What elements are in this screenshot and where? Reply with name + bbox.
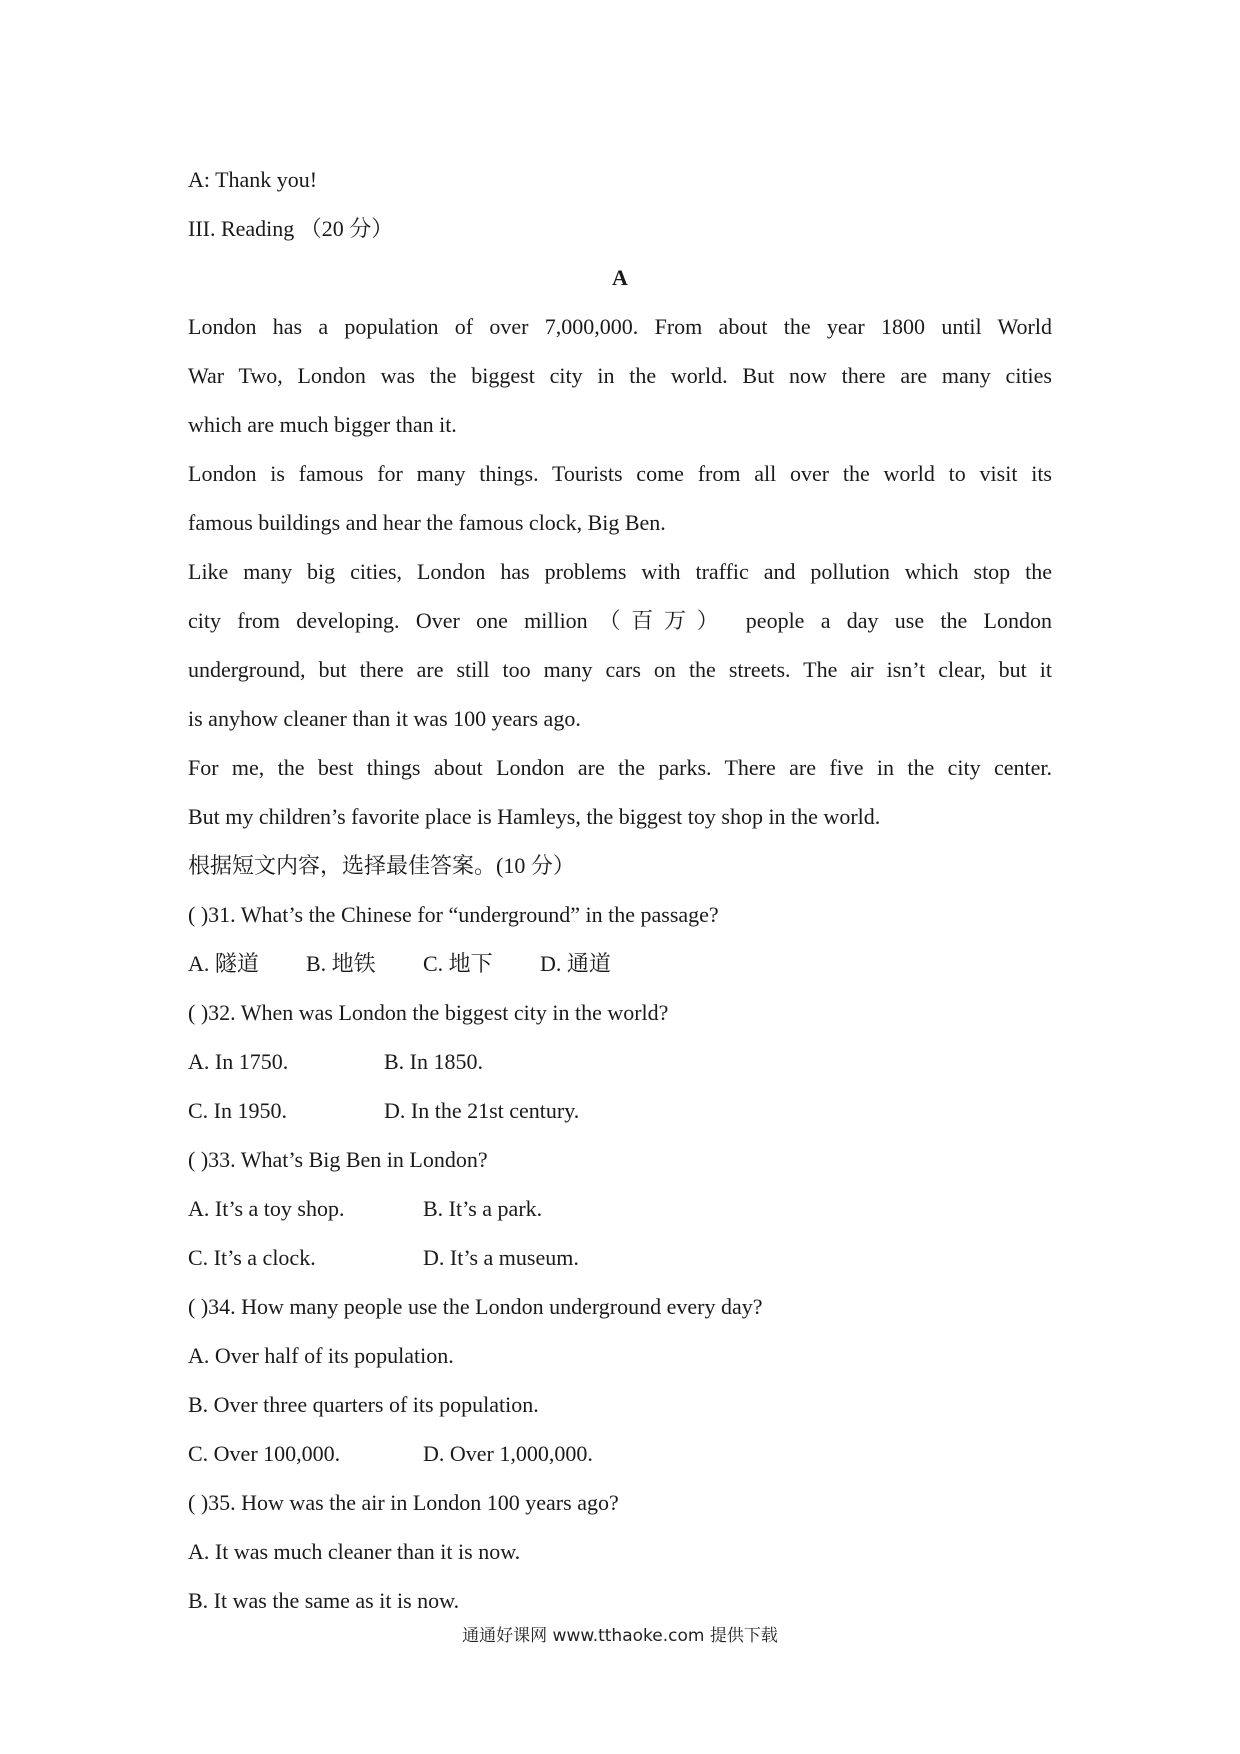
passage-line: Like many big cities, London has problems with traffic and pollution which stop the xyxy=(188,559,1052,584)
option-c: C. Over 100,000. xyxy=(188,1441,341,1466)
question-31-options xyxy=(188,939,1052,988)
option-a: A. 隧道 xyxy=(188,951,259,976)
option-c: C. It’s a clock. xyxy=(188,1245,316,1270)
option-d: D. 通道 xyxy=(540,951,611,976)
section-title: III. Reading （20 分） xyxy=(188,216,394,241)
question-32-options-row1 xyxy=(188,1037,1052,1086)
option-d: D. Over 1,000,000. xyxy=(423,1441,593,1466)
dialogue-end-line: A: Thank you! xyxy=(188,167,318,192)
question-33-stem: ( )33. What’s Big Ben in London? xyxy=(188,1147,488,1172)
option-d: D. In the 21st century. xyxy=(384,1098,580,1123)
question-34-stem: ( )34. How many people use the London underground every day? xyxy=(188,1294,763,1319)
question-31-stem: ( )31. What’s the Chinese for “underground” in the passage? xyxy=(188,902,719,927)
option-a: A. It’s a toy shop. xyxy=(188,1196,345,1221)
passage-label: A xyxy=(612,265,628,290)
question-34-options-row3 xyxy=(188,1429,1052,1478)
question-32-options-row2 xyxy=(188,1086,1052,1135)
content-column xyxy=(188,155,1052,1625)
passage-line: which are much bigger than it. xyxy=(188,412,457,437)
question-32-stem: ( )32. When was London the biggest city in the world? xyxy=(188,1000,669,1025)
passage-line: is anyhow cleaner than it was 100 years ago. xyxy=(188,706,581,731)
passage-line: London is famous for many things. Tourists come from all over the world to visit its xyxy=(188,461,1052,486)
question-33-options-row2 xyxy=(188,1233,1052,1282)
question-35-stem: ( )35. How was the air in London 100 years ago? xyxy=(188,1490,619,1515)
option-a: A. In 1750. xyxy=(188,1049,289,1074)
option-a: A. Over half of its population. xyxy=(188,1343,454,1368)
passage-line: city from developing. Over one million（百万） people a day use the London xyxy=(188,608,1052,633)
option-d: D. It’s a museum. xyxy=(423,1245,579,1270)
option-b: B. Over three quarters of its population. xyxy=(188,1392,539,1417)
passage-line: underground, but there are still too many cars on the streets. The air isn’t clear, but it xyxy=(188,657,1052,682)
passage-line: For me, the best things about London are the parks. There are five in the city center. xyxy=(188,755,1052,780)
passage-line: famous buildings and hear the famous clock, Big Ben. xyxy=(188,510,666,535)
option-b: B. 地铁 xyxy=(306,951,376,976)
option-b: B. It’s a park. xyxy=(423,1196,543,1221)
option-b: B. In 1850. xyxy=(384,1049,483,1074)
option-c: C. 地下 xyxy=(423,951,493,976)
passage-line: London has a population of over 7,000,000. From about the year 1800 until World xyxy=(188,314,1052,339)
passage-line: War Two, London was the biggest city in the world. But now there are many cities xyxy=(188,363,1052,388)
option-b: B. It was the same as it is now. xyxy=(188,1588,460,1613)
option-a: A. It was much cleaner than it is now. xyxy=(188,1539,521,1564)
question-33-options-row1 xyxy=(188,1184,1052,1233)
passage-line: But my children’s favorite place is Hamleys, the biggest toy shop in the world. xyxy=(188,804,881,829)
page-footer: 通通好课网 www.tthaoke.com 提供下载 xyxy=(462,1626,778,1646)
instruction-line: 根据短文内容，选择最佳答案。(10 分） xyxy=(188,853,575,878)
option-c: C. In 1950. xyxy=(188,1098,287,1123)
